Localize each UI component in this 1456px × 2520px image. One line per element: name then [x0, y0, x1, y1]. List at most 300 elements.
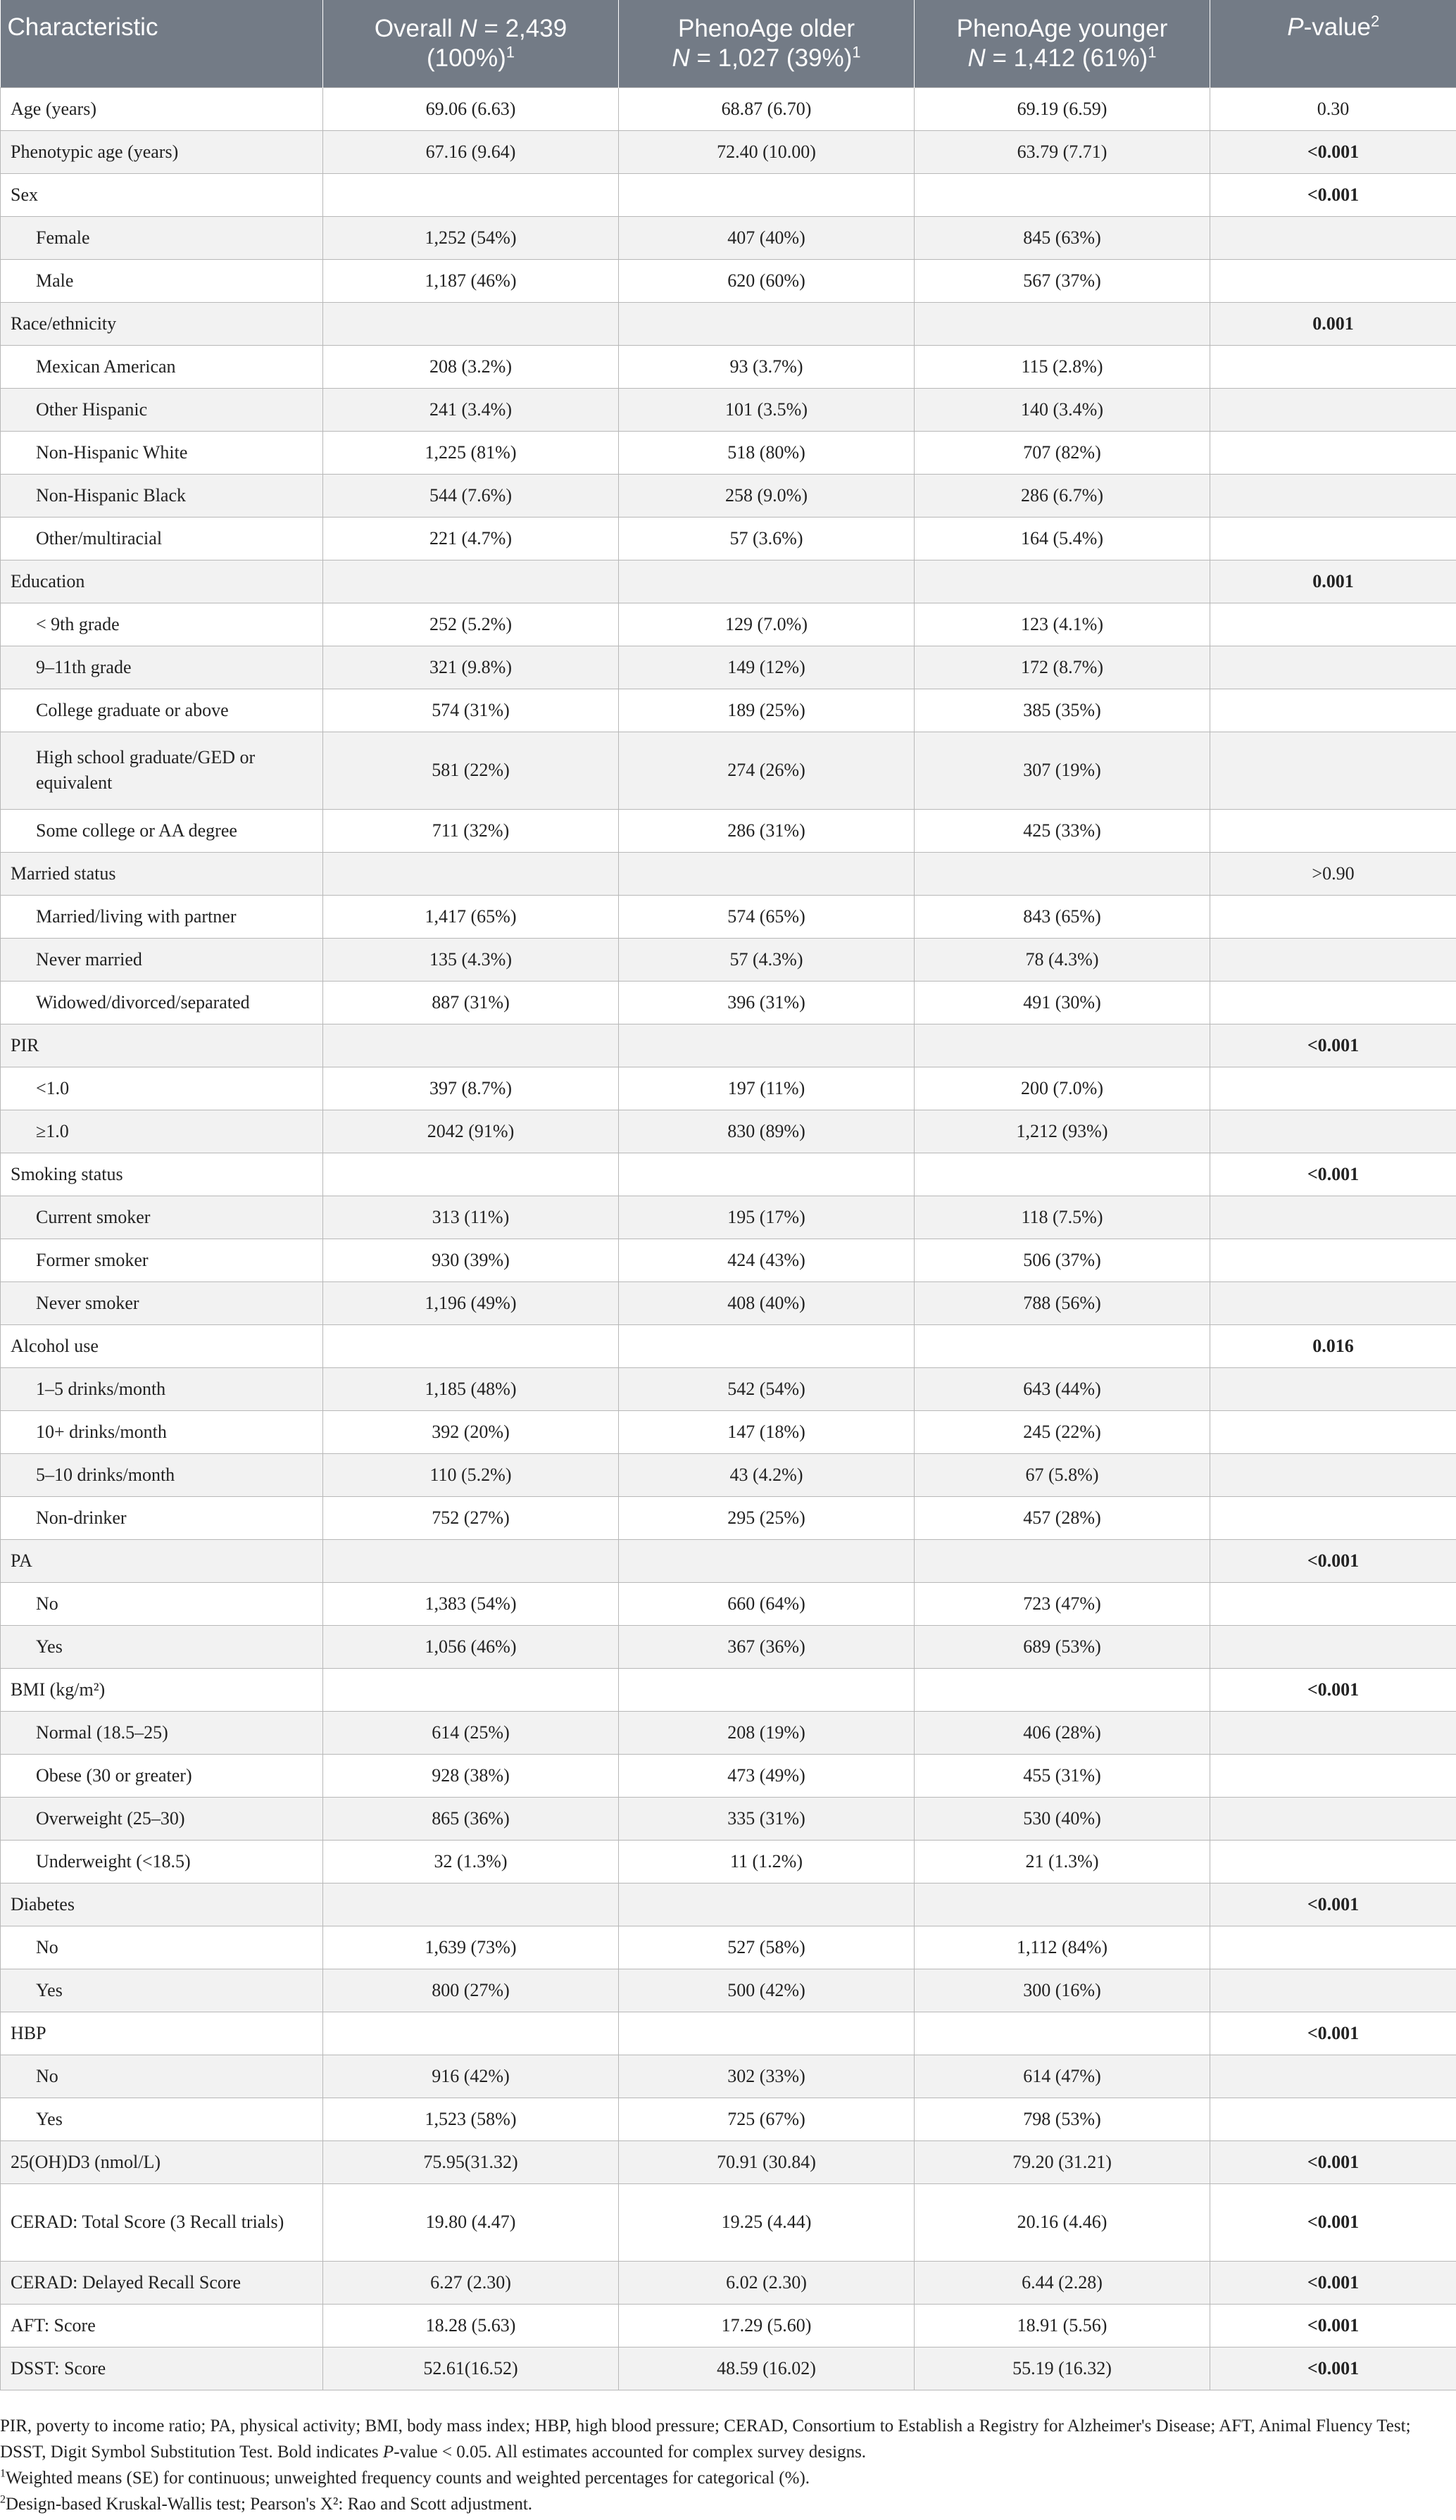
cell-phenoage-younger: 455 (31%): [915, 1754, 1210, 1797]
cell-overall: 1,225 (81%): [323, 431, 619, 474]
cell-phenoage-younger: 78 (4.3%): [915, 938, 1210, 981]
cell-p-value: [1210, 1410, 1456, 1453]
cell-characteristic: Current smoker: [1, 1196, 323, 1239]
cell-phenoage-younger: 798 (53%): [915, 2098, 1210, 2140]
header-overall-sup: 1: [506, 43, 515, 61]
table-row: [1, 1840, 1456, 1883]
cell-characteristic: No: [1, 2055, 323, 2098]
cell-phenoage-younger: 457 (28%): [915, 1496, 1210, 1539]
cell-phenoage-older: 302 (33%): [619, 2055, 915, 2098]
cell-characteristic: Mexican American: [1, 345, 323, 388]
cell-p-value: <0.001: [1210, 1883, 1456, 1926]
cell-phenoage-younger: 286 (6.7%): [915, 474, 1210, 517]
table-row: [1, 2183, 1456, 2261]
cell-phenoage-older: 335 (31%): [619, 1797, 915, 1840]
cell-p-value: [1210, 1582, 1456, 1625]
cell-overall: 241 (3.4%): [323, 388, 619, 431]
cell-phenoage-older: 620 (60%): [619, 259, 915, 302]
cell-phenoage-older: 17.29 (5.60): [619, 2304, 915, 2347]
cell-p-value: [1210, 517, 1456, 560]
table-row: [1, 1625, 1456, 1668]
cell-phenoage-older: 48.59 (16.02): [619, 2347, 915, 2390]
cell-characteristic: Obese (30 or greater): [1, 1754, 323, 1797]
cell-p-value: [1210, 259, 1456, 302]
cell-phenoage-younger: 300 (16%): [915, 1969, 1210, 2012]
header-characteristic: Characteristic: [1, 0, 323, 87]
cell-phenoage-younger: 6.44 (2.28): [915, 2261, 1210, 2304]
cell-overall: 32 (1.3%): [323, 1840, 619, 1883]
cell-p-value: <0.001: [1210, 1668, 1456, 1711]
table-row: [1, 1153, 1456, 1196]
cell-characteristic: Never married: [1, 938, 323, 981]
header-younger-n: N: [967, 44, 986, 72]
cell-overall: 1,196 (49%): [323, 1281, 619, 1324]
cell-p-value: [1210, 1067, 1456, 1110]
cell-p-value: [1210, 1496, 1456, 1539]
cell-characteristic: Other/multiracial: [1, 517, 323, 560]
cell-p-value: [1210, 1110, 1456, 1153]
cell-phenoage-younger: 20.16 (4.46): [915, 2183, 1210, 2261]
cell-phenoage-younger: 788 (56%): [915, 1281, 1210, 1324]
cell-phenoage-younger: [915, 1324, 1210, 1367]
cell-phenoage-older: 57 (4.3%): [619, 938, 915, 981]
header-older-sup: 1: [852, 43, 861, 61]
cell-overall: 614 (25%): [323, 1711, 619, 1754]
cell-characteristic: Married status: [1, 852, 323, 895]
table-row: [1, 1496, 1456, 1539]
cell-phenoage-younger: 55.19 (16.32): [915, 2347, 1210, 2390]
cell-phenoage-older: [619, 1153, 915, 1196]
cell-p-value: 0.30: [1210, 87, 1456, 130]
cell-phenoage-younger: [915, 173, 1210, 216]
cell-phenoage-older: 57 (3.6%): [619, 517, 915, 560]
table-row: [1, 646, 1456, 689]
cell-phenoage-older: 500 (42%): [619, 1969, 915, 2012]
cell-p-value: 0.001: [1210, 302, 1456, 345]
table-row: [1, 2140, 1456, 2183]
table-row: [1, 1281, 1456, 1324]
header-pvalue-sup: 2: [1370, 12, 1380, 30]
cell-overall: 110 (5.2%): [323, 1453, 619, 1496]
header-overall: [323, 0, 619, 87]
cell-phenoage-older: 19.25 (4.44): [619, 2183, 915, 2261]
cell-phenoage-younger: 385 (35%): [915, 689, 1210, 732]
table-row: [1, 216, 1456, 259]
cell-phenoage-older: 574 (65%): [619, 895, 915, 938]
cell-phenoage-younger: 21 (1.3%): [915, 1840, 1210, 1883]
cell-p-value: >0.90: [1210, 852, 1456, 895]
cell-p-value: [1210, 895, 1456, 938]
cell-phenoage-younger: 723 (47%): [915, 1582, 1210, 1625]
cell-phenoage-younger: 69.19 (6.59): [915, 87, 1210, 130]
cell-phenoage-older: [619, 1024, 915, 1067]
header-overall-value: = 2,439: [477, 14, 567, 42]
cell-phenoage-younger: 491 (30%): [915, 981, 1210, 1024]
cell-overall: 252 (5.2%): [323, 603, 619, 646]
header-older: [619, 0, 915, 87]
cell-phenoage-younger: [915, 560, 1210, 603]
cell-phenoage-older: 660 (64%): [619, 1582, 915, 1625]
cell-phenoage-older: 72.40 (10.00): [619, 130, 915, 173]
cell-p-value: <0.001: [1210, 1024, 1456, 1067]
cell-characteristic: Alcohol use: [1, 1324, 323, 1367]
cell-overall: 313 (11%): [323, 1196, 619, 1239]
cell-phenoage-younger: 118 (7.5%): [915, 1196, 1210, 1239]
table-row: [1, 259, 1456, 302]
header-younger-value: = 1,412 (61%): [985, 44, 1148, 72]
cell-phenoage-older: 208 (19%): [619, 1711, 915, 1754]
cell-p-value: <0.001: [1210, 2140, 1456, 2183]
header-overall-label: Overall: [374, 14, 460, 42]
cell-phenoage-older: [619, 560, 915, 603]
cell-p-value: <0.001: [1210, 2304, 1456, 2347]
cell-phenoage-younger: 164 (5.4%): [915, 517, 1210, 560]
cell-phenoage-older: 258 (9.0%): [619, 474, 915, 517]
cell-phenoage-older: 70.91 (30.84): [619, 2140, 915, 2183]
table-row: [1, 895, 1456, 938]
table-row: [1, 560, 1456, 603]
cell-phenoage-older: [619, 302, 915, 345]
cell-overall: 52.61(16.52): [323, 2347, 619, 2390]
cell-characteristic: AFT: Score: [1, 2304, 323, 2347]
cell-characteristic: Underweight (<18.5): [1, 1840, 323, 1883]
cell-overall: 1,383 (54%): [323, 1582, 619, 1625]
cell-phenoage-older: [619, 1668, 915, 1711]
cell-p-value: [1210, 2098, 1456, 2140]
cell-p-value: [1210, 388, 1456, 431]
cell-p-value: [1210, 431, 1456, 474]
cell-phenoage-younger: 614 (47%): [915, 2055, 1210, 2098]
cell-phenoage-older: 830 (89%): [619, 1110, 915, 1153]
table-row: [1, 852, 1456, 895]
cell-characteristic: Other Hispanic: [1, 388, 323, 431]
cell-phenoage-older: 195 (17%): [619, 1196, 915, 1239]
cell-p-value: [1210, 1453, 1456, 1496]
cell-p-value: [1210, 345, 1456, 388]
cell-overall: 574 (31%): [323, 689, 619, 732]
cell-characteristic: Race/ethnicity: [1, 302, 323, 345]
cell-overall: 916 (42%): [323, 2055, 619, 2098]
table-row: [1, 1754, 1456, 1797]
table-row: [1, 1539, 1456, 1582]
table-row: [1, 1239, 1456, 1281]
cell-overall: 711 (32%): [323, 809, 619, 852]
cell-phenoage-older: 149 (12%): [619, 646, 915, 689]
cell-p-value: [1210, 1754, 1456, 1797]
table-row: [1, 689, 1456, 732]
cell-p-value: [1210, 938, 1456, 981]
cell-phenoage-younger: 406 (28%): [915, 1711, 1210, 1754]
cell-p-value: 0.016: [1210, 1324, 1456, 1367]
cell-phenoage-older: 43 (4.2%): [619, 1453, 915, 1496]
footnote-1-mark: 1: [0, 2467, 6, 2480]
cell-p-value: [1210, 981, 1456, 1024]
cell-p-value: 0.001: [1210, 560, 1456, 603]
footnote-2-mark: 2: [0, 2493, 6, 2506]
table-row: [1, 173, 1456, 216]
cell-phenoage-older: 542 (54%): [619, 1367, 915, 1410]
cell-overall: 75.95(31.32): [323, 2140, 619, 2183]
cell-overall: 397 (8.7%): [323, 1067, 619, 1110]
cell-overall: 887 (31%): [323, 981, 619, 1024]
table-row: [1, 603, 1456, 646]
table-row: [1, 2055, 1456, 2098]
cell-phenoage-older: [619, 852, 915, 895]
footnote-abbrev-text-b: -value < 0.05. All estimates accounted for complex survey designs.: [394, 2443, 867, 2462]
cell-characteristic: Yes: [1, 2098, 323, 2140]
cell-phenoage-younger: [915, 1883, 1210, 1926]
cell-characteristic: College graduate or above: [1, 689, 323, 732]
cell-phenoage-older: 68.87 (6.70): [619, 87, 915, 130]
cell-phenoage-older: [619, 1883, 915, 1926]
cell-overall: [323, 173, 619, 216]
footnote-abbrev-text-a: PIR, poverty to income ratio; PA, physical activity; BMI, body mass index; HBP, high blood pressure; CERAD, Consortium to Establish a Registry for Alzheimer's Disease; AFT, Animal Fluency Test; DSST, Digit Symbol Substitution Test. Bold indicates: [0, 2416, 1411, 2462]
cell-p-value: [1210, 809, 1456, 852]
footnote-2: [0, 2491, 1436, 2517]
cell-phenoage-older: [619, 1539, 915, 1582]
cell-p-value: <0.001: [1210, 1539, 1456, 1582]
cell-overall: 800 (27%): [323, 1969, 619, 2012]
table-row: [1, 345, 1456, 388]
cell-characteristic: Yes: [1, 1625, 323, 1668]
table-row: [1, 981, 1456, 1024]
cell-overall: [323, 1153, 619, 1196]
cell-overall: 1,523 (58%): [323, 2098, 619, 2140]
cell-characteristic: 1–5 drinks/month: [1, 1367, 323, 1410]
cell-phenoage-older: 424 (43%): [619, 1239, 915, 1281]
cell-characteristic: Yes: [1, 1969, 323, 2012]
cell-phenoage-younger: 79.20 (31.21): [915, 2140, 1210, 2183]
cell-p-value: [1210, 1196, 1456, 1239]
cell-overall: [323, 302, 619, 345]
cell-phenoage-younger: 1,212 (93%): [915, 1110, 1210, 1153]
cell-phenoage-younger: 845 (63%): [915, 216, 1210, 259]
cell-characteristic: <1.0: [1, 1067, 323, 1110]
table-row: [1, 1367, 1456, 1410]
cell-overall: 1,252 (54%): [323, 216, 619, 259]
cell-characteristic: Diabetes: [1, 1883, 323, 1926]
cell-overall: 67.16 (9.64): [323, 130, 619, 173]
cell-phenoage-younger: 530 (40%): [915, 1797, 1210, 1840]
cell-overall: 1,185 (48%): [323, 1367, 619, 1410]
header-older-title: PhenoAge older: [677, 14, 855, 42]
cell-characteristic: 5–10 drinks/month: [1, 1453, 323, 1496]
cell-p-value: [1210, 2055, 1456, 2098]
cell-characteristic: Smoking status: [1, 1153, 323, 1196]
cell-phenoage-older: 6.02 (2.30): [619, 2261, 915, 2304]
cell-p-value: <0.001: [1210, 1153, 1456, 1196]
cell-phenoage-older: 93 (3.7%): [619, 345, 915, 388]
cell-characteristic: < 9th grade: [1, 603, 323, 646]
cell-phenoage-younger: 707 (82%): [915, 431, 1210, 474]
table-row: [1, 938, 1456, 981]
cell-characteristic: ≥1.0: [1, 1110, 323, 1153]
header-overall-n: N: [459, 14, 477, 42]
cell-characteristic: BMI (kg/m²): [1, 1668, 323, 1711]
cell-characteristic: Non-Hispanic Black: [1, 474, 323, 517]
cell-phenoage-older: 295 (25%): [619, 1496, 915, 1539]
cell-p-value: [1210, 1840, 1456, 1883]
header-pvalue-p: P: [1287, 13, 1304, 41]
cell-characteristic: PIR: [1, 1024, 323, 1067]
cell-p-value: [1210, 474, 1456, 517]
table-row: [1, 1196, 1456, 1239]
cell-p-value: <0.001: [1210, 2012, 1456, 2055]
cell-characteristic: Female: [1, 216, 323, 259]
cell-phenoage-older: 197 (11%): [619, 1067, 915, 1110]
cell-characteristic: High school graduate/GED or equivalent: [1, 732, 323, 809]
cell-phenoage-older: 408 (40%): [619, 1281, 915, 1324]
footnote-1-text: Weighted means (SE) for continuous; unweighted frequency counts and weighted percentages for categorical (%).: [6, 2469, 810, 2488]
cell-overall: 392 (20%): [323, 1410, 619, 1453]
cell-p-value: <0.001: [1210, 2347, 1456, 2390]
cell-characteristic: Male: [1, 259, 323, 302]
cell-overall: 930 (39%): [323, 1239, 619, 1281]
footnotes: [0, 2413, 1436, 2517]
cell-p-value: <0.001: [1210, 2183, 1456, 2261]
cell-phenoage-younger: 18.91 (5.56): [915, 2304, 1210, 2347]
footnote-abbrev-p: P: [382, 2443, 394, 2462]
cell-phenoage-younger: 63.79 (7.71): [915, 130, 1210, 173]
header-younger-sup: 1: [1148, 43, 1157, 61]
cell-overall: 581 (22%): [323, 732, 619, 809]
header-pvalue: [1210, 0, 1456, 87]
table-row: [1, 1024, 1456, 1067]
cell-p-value: [1210, 646, 1456, 689]
cell-overall: 1,056 (46%): [323, 1625, 619, 1668]
table-row: [1, 1668, 1456, 1711]
cell-characteristic: Phenotypic age (years): [1, 130, 323, 173]
footnote-abbreviations: [0, 2413, 1436, 2465]
table-row: [1, 732, 1456, 809]
cell-phenoage-older: 189 (25%): [619, 689, 915, 732]
cell-overall: 1,417 (65%): [323, 895, 619, 938]
cell-overall: 221 (4.7%): [323, 517, 619, 560]
table-row: [1, 1110, 1456, 1153]
table-row: [1, 87, 1456, 130]
table-row: [1, 2347, 1456, 2390]
cell-overall: 321 (9.8%): [323, 646, 619, 689]
cell-characteristic: HBP: [1, 2012, 323, 2055]
cell-p-value: [1210, 1367, 1456, 1410]
header-older-n: N: [672, 44, 690, 72]
cell-overall: 19.80 (4.47): [323, 2183, 619, 2261]
cell-phenoage-older: 129 (7.0%): [619, 603, 915, 646]
cell-characteristic: No: [1, 1926, 323, 1969]
cell-characteristic: PA: [1, 1539, 323, 1582]
cell-p-value: [1210, 1281, 1456, 1324]
header-younger: [915, 0, 1210, 87]
cell-phenoage-younger: 172 (8.7%): [915, 646, 1210, 689]
cell-characteristic: Normal (18.5–25): [1, 1711, 323, 1754]
cell-characteristic: No: [1, 1582, 323, 1625]
table-row: [1, 130, 1456, 173]
table-row: [1, 1410, 1456, 1453]
cell-characteristic: 25(OH)D3 (nmol/L): [1, 2140, 323, 2183]
cell-phenoage-younger: [915, 1668, 1210, 1711]
header-older-value: = 1,027 (39%): [689, 44, 853, 72]
cell-p-value: [1210, 689, 1456, 732]
cell-characteristic: 10+ drinks/month: [1, 1410, 323, 1453]
cell-phenoage-younger: [915, 1153, 1210, 1196]
cell-phenoage-younger: 140 (3.4%): [915, 388, 1210, 431]
table-row: [1, 1969, 1456, 2012]
table-row: [1, 1711, 1456, 1754]
cell-phenoage-younger: 689 (53%): [915, 1625, 1210, 1668]
cell-phenoage-younger: [915, 302, 1210, 345]
cell-phenoage-younger: 425 (33%): [915, 809, 1210, 852]
cell-phenoage-older: [619, 173, 915, 216]
cell-phenoage-younger: 643 (44%): [915, 1367, 1210, 1410]
cell-characteristic: Overweight (25–30): [1, 1797, 323, 1840]
cell-phenoage-older: 11 (1.2%): [619, 1840, 915, 1883]
cell-characteristic: Former smoker: [1, 1239, 323, 1281]
cell-phenoage-younger: 123 (4.1%): [915, 603, 1210, 646]
cell-phenoage-older: 274 (26%): [619, 732, 915, 809]
cell-overall: 135 (4.3%): [323, 938, 619, 981]
cell-phenoage-younger: 245 (22%): [915, 1410, 1210, 1453]
cell-phenoage-older: 286 (31%): [619, 809, 915, 852]
table-row: [1, 388, 1456, 431]
cell-characteristic: Never smoker: [1, 1281, 323, 1324]
cell-phenoage-older: 473 (49%): [619, 1754, 915, 1797]
table-row: [1, 1926, 1456, 1969]
table-row: [1, 1883, 1456, 1926]
cell-overall: [323, 1668, 619, 1711]
header-overall-pct: (100%): [426, 44, 506, 72]
table-row: [1, 474, 1456, 517]
cell-characteristic: Sex: [1, 173, 323, 216]
footnote-1: [0, 2465, 1436, 2491]
cell-phenoage-younger: [915, 852, 1210, 895]
cell-characteristic: CERAD: Delayed Recall Score: [1, 2261, 323, 2304]
cell-characteristic: Non-drinker: [1, 1496, 323, 1539]
cell-phenoage-younger: 843 (65%): [915, 895, 1210, 938]
header-younger-title: PhenoAge younger: [956, 14, 1168, 42]
cell-phenoage-younger: [915, 1539, 1210, 1582]
cell-overall: 18.28 (5.63): [323, 2304, 619, 2347]
cell-p-value: [1210, 216, 1456, 259]
cell-overall: 1,639 (73%): [323, 1926, 619, 1969]
cell-phenoage-younger: 115 (2.8%): [915, 345, 1210, 388]
cell-p-value: [1210, 732, 1456, 809]
cell-overall: 6.27 (2.30): [323, 2261, 619, 2304]
cell-p-value: [1210, 1926, 1456, 1969]
header-pvalue-rest: -value: [1303, 13, 1371, 41]
table-row: [1, 1582, 1456, 1625]
cell-phenoage-younger: 307 (19%): [915, 732, 1210, 809]
cell-phenoage-younger: 567 (37%): [915, 259, 1210, 302]
cell-phenoage-older: 725 (67%): [619, 2098, 915, 2140]
cell-overall: 928 (38%): [323, 1754, 619, 1797]
cell-characteristic: DSST: Score: [1, 2347, 323, 2390]
cell-phenoage-older: 527 (58%): [619, 1926, 915, 1969]
table-row: [1, 1453, 1456, 1496]
cell-characteristic: Married/living with partner: [1, 895, 323, 938]
table-row: [1, 2261, 1456, 2304]
table-row: [1, 2304, 1456, 2347]
cell-p-value: <0.001: [1210, 2261, 1456, 2304]
cell-overall: [323, 560, 619, 603]
cell-overall: 208 (3.2%): [323, 345, 619, 388]
footnote-2-text: Design-based Kruskal-Wallis test; Pearson's X²: Rao and Scott adjustment.: [6, 2495, 533, 2514]
cell-overall: 752 (27%): [323, 1496, 619, 1539]
cell-overall: [323, 1324, 619, 1367]
table-row: [1, 809, 1456, 852]
cell-phenoage-older: [619, 1324, 915, 1367]
cell-p-value: <0.001: [1210, 173, 1456, 216]
cell-phenoage-older: 407 (40%): [619, 216, 915, 259]
